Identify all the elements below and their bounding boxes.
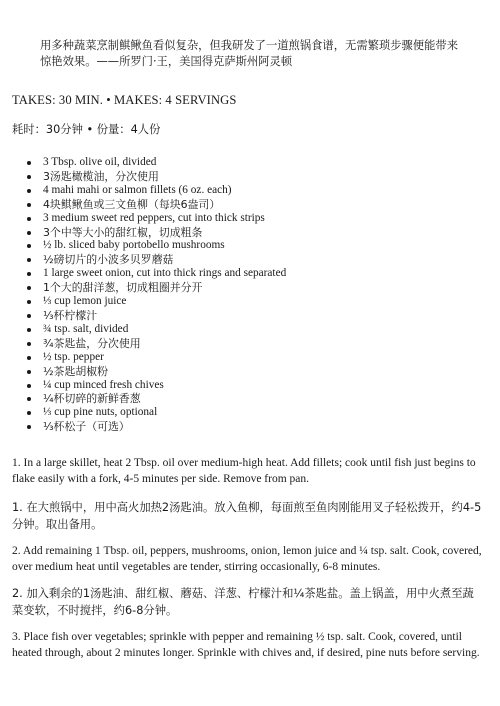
ingredient-item: 3 Tbsp. olive oil, divided [36,156,482,170]
step-2-cn: 2. 加入剩余的1汤匙油、甜红椒、蘑菇、洋葱、柠檬汁和¼茶匙盐。盖上锅盖，用中火煮至蔬菜变软，不时搅拌，约6-8分钟。 [12,587,474,618]
ingredient-item: 1个大的甜洋葱，切成粗圈并分开 [36,281,482,295]
ingredient-item: 3个中等大小的甜红椒，切成粗条 [36,226,482,240]
ingredient-item: ¾ tsp. salt, divided [36,323,482,337]
ingredient-item: ½茶匙胡椒粉 [36,365,482,379]
ingredient-item: ¼杯切碎的新鲜香葱 [36,392,482,406]
ingredient-item: ½ tsp. pepper [36,351,482,365]
step-1-en: 1. In a large skillet, heat 2 Tbsp. oil over medium-high heat. Add fillets; cook until fish just begins to flake easily with a fork, 4-5 minutes per side. Remove from pan. [12,457,476,486]
ingredient-item: ⅓ cup pine nuts, optional [36,406,482,420]
ingredient-item: 3 medium sweet red peppers, cut into thick strips [36,212,482,226]
ingredient-item: ½ lb. sliced baby portobello mushrooms [36,239,482,253]
ingredient-item: ½磅切片的小波多贝罗蘑菇 [36,253,482,267]
ingredient-item: ¾茶匙盐，分次使用 [36,337,482,351]
takes-makes-en: TAKES: 30 MIN. • MAKES: 4 SERVINGS [12,93,237,107]
step-1-cn: 1. 在大煎锅中，用中高火加热2汤匙油。放入鱼柳，每面煎至鱼肉刚能用叉子轻松拨开，约4-5分钟。取出备用。 [12,501,482,532]
step-3-en: 3. Place fish over vegetables; sprinkle with pepper and remaining ½ tsp. salt. Cook, covered, until heated through, about 2 minutes longer. Sprinkle with chives and, if desired, pine nuts before serving. [12,631,480,660]
recipe-document [12,38,482,661]
ingredient-item: 1 large sweet onion, cut into thick rings and separated [36,267,482,281]
ingredient-item: ⅓杯松子（可选） [36,420,482,434]
takes-makes-cn: 耗时：30分钟 • 份量：4人份 [12,123,161,136]
step-2-en: 2. Add remaining 1 Tbsp. oil, peppers, mushrooms, onion, lemon juice and ¼ tsp. salt. Cook, covered, over medium heat until vegetables are tender, stirring occasionally, 6-8 minutes. [12,545,482,574]
ingredient-item: ⅓ cup lemon juice [36,295,482,309]
ingredient-item: ¼ cup minced fresh chives [36,379,482,393]
recipe-intro: 用多种蔬菜烹制鲯鳅鱼看似复杂，但我研发了一道煎锅食谱，无需繁琐步骤便能带来惊艳效果。——所罗门·王，美国得克萨斯州阿灵顿 [40,39,458,68]
ingredient-item: 3汤匙橄榄油，分次使用 [36,170,482,184]
ingredient-item: ⅓杯柠檬汁 [36,309,482,323]
ingredient-item: 4 mahi mahi or salmon fillets (6 oz. each) [36,184,482,198]
ingredient-list [12,156,482,434]
ingredient-item: 4块鲯鳅鱼或三文鱼柳（每块6盎司） [36,198,482,212]
